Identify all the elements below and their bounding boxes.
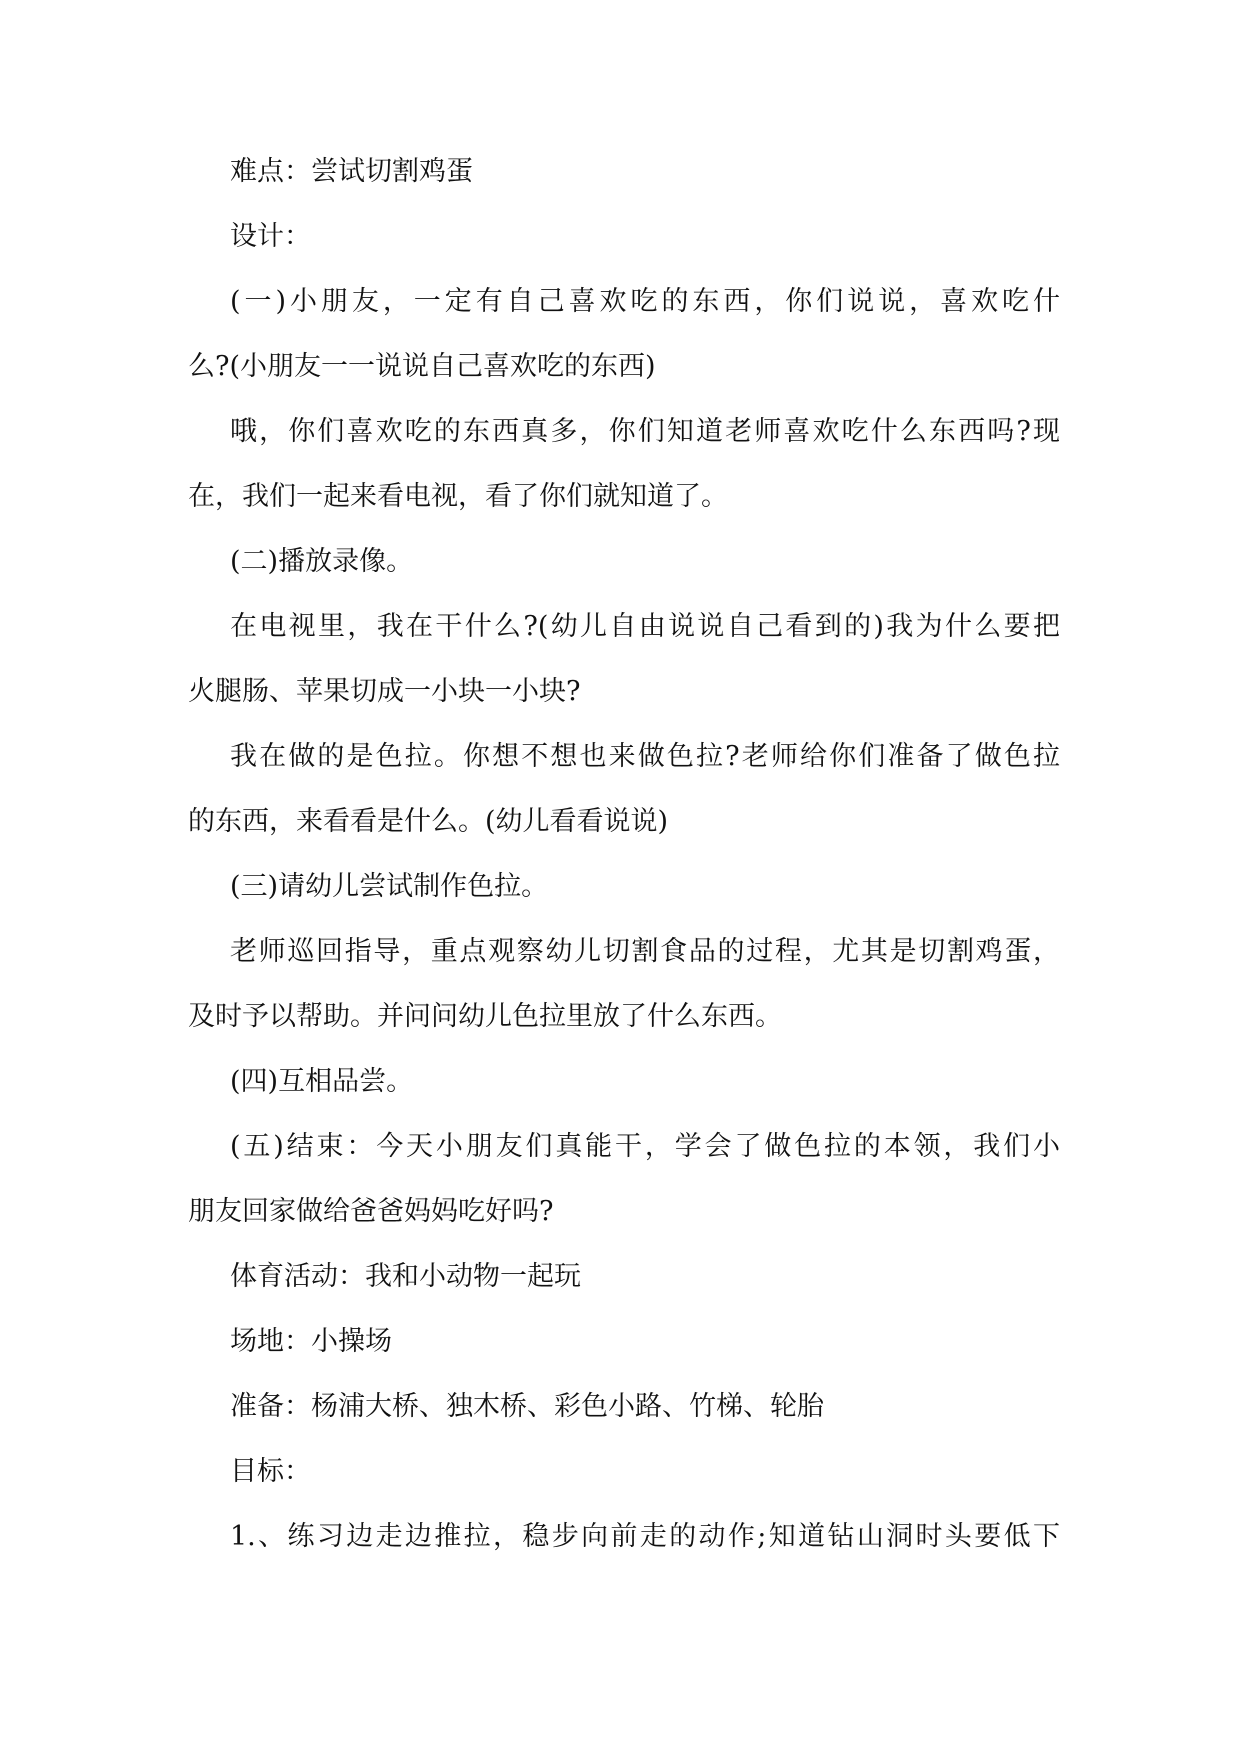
- paragraph-line: 哦，你们喜欢吃的东西真多，你们知道老师喜欢吃什么东西吗?现: [230, 416, 1060, 447]
- paragraph-line: (五)结束：今天小朋友们真能干，学会了做色拉的本领，我们小: [230, 1131, 1060, 1162]
- paragraph-line: 的东西，来看看是什么。(幼儿看看说说): [188, 806, 669, 837]
- paragraph-line: 在，我们一起来看电视，看了你们就知道了。: [188, 481, 728, 512]
- document-body: [188, 158, 1060, 1588]
- paragraph-line: 么?(小朋友一一说说自己喜欢吃的东西): [188, 351, 656, 382]
- paragraph-line: (一)小朋友，一定有自己喜欢吃的东西，你们说说，喜欢吃什: [230, 286, 1060, 317]
- paragraph-line: (三)请幼儿尝试制作色拉。: [230, 871, 549, 902]
- paragraph-line: 难点：尝试切割鸡蛋: [230, 156, 473, 187]
- paragraph-line: 体育活动：我和小动物一起玩: [230, 1261, 581, 1292]
- paragraph-line: 火腿肠、苹果切成一小块一小块?: [188, 676, 581, 707]
- paragraph-line: 设计：: [230, 221, 311, 252]
- paragraph-line: 在电视里，我在干什么?(幼儿自由说说自己看到的)我为什么要把: [230, 611, 1060, 642]
- paragraph-line: 及时予以帮助。并问问幼儿色拉里放了什么东西。: [188, 1001, 782, 1032]
- paragraph-line: (二)播放录像。: [230, 546, 414, 577]
- paragraph-line: 我在做的是色拉。你想不想也来做色拉?老师给你们准备了做色拉: [230, 741, 1060, 772]
- paragraph-line: 1.、练习边走边推拉，稳步向前走的动作;知道钻山洞时头要低下: [230, 1521, 1060, 1552]
- paragraph-line: 目标：: [230, 1456, 311, 1487]
- paragraph-line: (四)互相品尝。: [230, 1066, 414, 1097]
- paragraph-line: 老师巡回指导，重点观察幼儿切割食品的过程，尤其是切割鸡蛋，: [230, 936, 1060, 967]
- paragraph-line: 场地：小操场: [230, 1326, 392, 1357]
- paragraph-line: 朋友回家做给爸爸妈妈吃好吗?: [188, 1196, 554, 1227]
- paragraph-line: 准备：杨浦大桥、独木桥、彩色小路、竹梯、轮胎: [230, 1391, 824, 1422]
